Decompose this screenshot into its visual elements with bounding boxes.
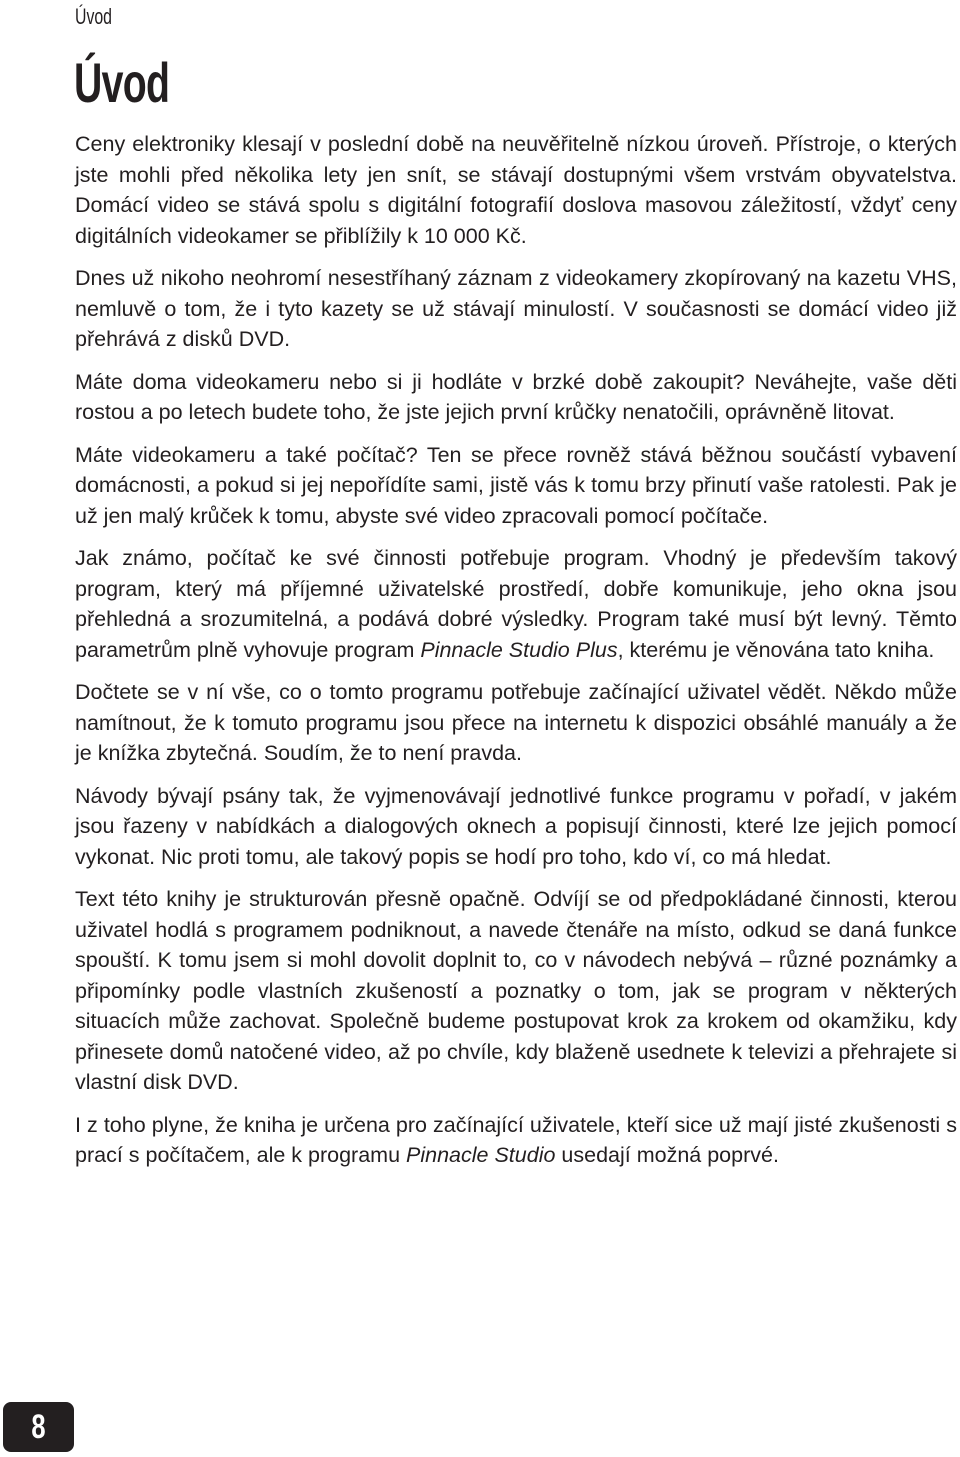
sentence: Nic proti tomu, ale takový popis se hodí pro toho, kdo ví, co má hledat. bbox=[161, 844, 832, 869]
paragraph-3 bbox=[75, 367, 957, 428]
paragraph-2 bbox=[75, 263, 957, 355]
paragraph-9 bbox=[75, 1110, 957, 1171]
sentence: Přístroje, o kterých jste mohli před několika lety jen snít, se stávají dostupnými všem vrstvám obyvatelstva. bbox=[75, 132, 957, 187]
sentence: V současnosti se domácí video již přehrává z disků DVD. bbox=[75, 296, 957, 351]
paragraph-5 bbox=[75, 543, 957, 665]
chapter-title: Úvod bbox=[74, 51, 170, 114]
sentence: Odvíjí se od předpokládané činnosti, kterou uživatel hodlá s programem podniknout, a navede čtenáře na místo, odkud se daná funkce spouští. bbox=[75, 887, 957, 972]
sentence: Text této knihy je strukturován přesně opačně. bbox=[75, 887, 534, 911]
page-number: 8 bbox=[31, 1407, 46, 1446]
sentence: Pak je už jen malý krůček k tomu, abyste své video zpracovali pomocí počítače. bbox=[75, 473, 957, 528]
sentence: Soudím, že to není pravda. bbox=[263, 741, 522, 765]
sentence: Vhodný je především takový program, který má příjemné uživatelské prostředí, dobře komunikuje, jeho okna jsou přehledná a srozumitelná, a podává dobré výsledky. bbox=[75, 546, 957, 631]
sentence: Domácí video se stává spolu s digitální fotografií doslova masovou záležitostí, vždyť ceny digitálních videokamer se přiblížily k 10 000 Kč. bbox=[75, 193, 957, 248]
paragraph-7 bbox=[75, 781, 957, 873]
sentence: Někdo může namítnout, že k tomuto programu jsou přece na internetu k dispozici obsáhlé manuály a že je knížka zbytečná. bbox=[75, 680, 957, 765]
sentence: , kterému je věnována tato kniha. bbox=[617, 637, 935, 662]
paragraph-8 bbox=[75, 884, 957, 1098]
sentence: Dnes už nikoho neohromí nesestříhaný záznam z videokamery zkopírovaný na kazetu VHS, nemluvě o tom, že i tyto kazety se už stávají minulostí. bbox=[75, 266, 957, 321]
product-name: Pinnacle Studio Plus bbox=[420, 637, 618, 662]
sentence: I z toho plyne, že kniha je určena pro začínající uživatele, kteří sice už mají jisté zkušenosti s prací s počítačem, ale k programu bbox=[75, 1112, 957, 1167]
paragraph-1 bbox=[75, 129, 957, 251]
paragraph-6 bbox=[75, 677, 957, 769]
sentence: usedají možná poprvé. bbox=[555, 1143, 779, 1167]
sentence: Ceny elektroniky klesají v poslední době na neuvěřitelně nízkou úroveň. bbox=[75, 132, 776, 156]
sentence: Máte doma videokameru nebo si ji hodláte v brzké době zakoupit? bbox=[75, 369, 755, 394]
sentence: Ten se přece rovněž stává běžnou součástí vybavení domácnosti, a pokud si jej nepořídíte sami, jistě vás k tomu brzy přinutí vaše ratolesti. bbox=[75, 442, 957, 497]
sentence: Společně budeme postupovat krok za krokem od okamžiku, kdy přinesete domů natočené video, až po chvíle, kdy blaženě usednete k televizi a přehrajete si vlastní disk DVD. bbox=[75, 1009, 957, 1094]
sentence: K tomu jsem si mohl dovolit doplnit to, co v návodech nebývá – různé poznámky a připomínky podle vlastních zkušeností a poznatky o tom, jak se program v některých situacích může zachovat. bbox=[75, 948, 958, 1033]
body-text bbox=[75, 129, 957, 1171]
sentence: Dočtete se v ní vše, co o tomto programu potřebuje začínající uživatel vědět. bbox=[75, 680, 835, 704]
paragraph-4 bbox=[75, 440, 957, 532]
sentence: Neváhejte, vaše děti rostou a po letech budete toho, že jste jejich první krůčky nenatočili, oprávněně litovat. bbox=[75, 369, 957, 424]
running-header: Úvod bbox=[75, 4, 112, 29]
sentence: Máte videokameru a také počítač? bbox=[75, 442, 427, 467]
sentence: Program také musí být levný. bbox=[597, 607, 897, 631]
sentence: Jak známo, počítač ke své činnosti potřebuje program. bbox=[75, 546, 664, 570]
sentence: Návody bývají psány tak, že vyjmenovávají jednotlivé funkce programu v pořadí, v jakém jsou řazeny v nabídkách a dialogových oknech a popisují činnosti, které lze jejich pomocí vykonat. bbox=[75, 783, 957, 869]
product-name: Pinnacle Studio bbox=[406, 1143, 556, 1167]
sentence: Těmto parametrům plně vyhovuje program bbox=[75, 607, 957, 662]
page-number-badge bbox=[3, 1402, 74, 1452]
